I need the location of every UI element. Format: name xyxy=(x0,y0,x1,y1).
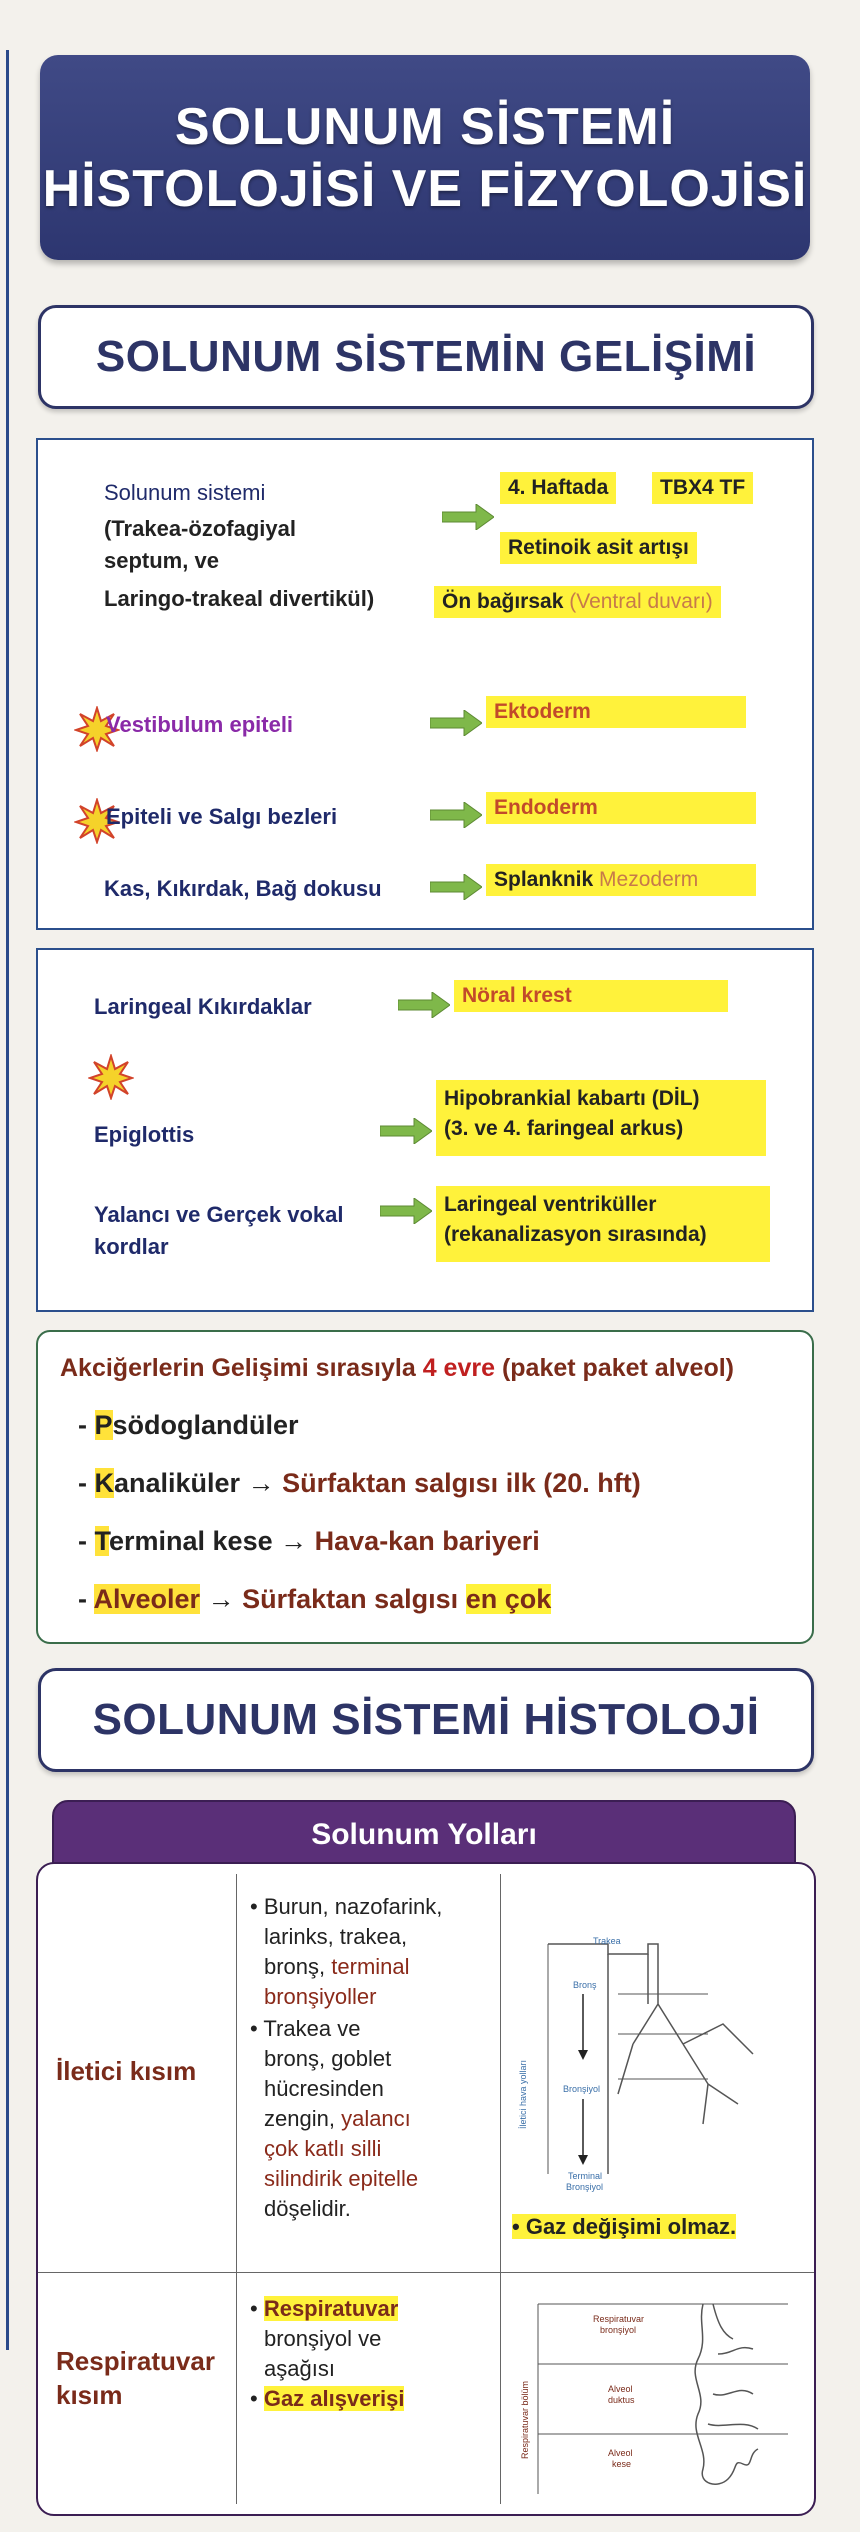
divider xyxy=(38,2272,814,2273)
splanknik-text: Splanknik xyxy=(494,868,594,891)
yalanci-text: yalancı xyxy=(341,2106,411,2131)
section-header-histology xyxy=(38,1668,814,1772)
arrow-icon xyxy=(398,992,450,1018)
diagram-alv-2: duktus xyxy=(608,2395,635,2405)
stage-result: Hava-kan bariyeri xyxy=(314,1526,540,1556)
note-bullet xyxy=(512,2214,736,2239)
stage-name: analiküler xyxy=(114,1468,241,1498)
hipobrankial-highlight xyxy=(436,1080,766,1156)
conducting-bullet-1 xyxy=(250,1892,496,2012)
airways-header-text: Solunum Yolları xyxy=(311,1818,537,1851)
noral-highlight xyxy=(454,980,728,1012)
lung-development-box xyxy=(36,1330,814,1644)
ventr-line-1: Laringeal ventriküller xyxy=(444,1193,657,1216)
hipo-line-1: Hipobrankial kabartı (DİL) xyxy=(444,1087,700,1110)
lung-heading xyxy=(60,1354,734,1383)
onbagirsak-text: Ön bağırsak xyxy=(442,590,564,613)
stage-result: Sürfaktan salgısı xyxy=(242,1584,459,1614)
bullet: • xyxy=(250,1894,258,1919)
epitel-label: Epiteli ve Salgı bezleri xyxy=(106,804,338,829)
cell-line: bronş, goblet xyxy=(264,2046,392,2071)
stage-dash: - xyxy=(78,1468,95,1498)
star-icon xyxy=(88,1054,134,1100)
divider xyxy=(500,1874,501,2504)
cell-line: silindirik epitelle xyxy=(264,2166,419,2191)
cell-line: zengin, xyxy=(264,2106,335,2131)
laryngeal-box xyxy=(36,948,814,1312)
stage-name: erminal kese xyxy=(109,1526,273,1556)
edge-line xyxy=(6,50,9,2350)
arrow-icon xyxy=(430,802,482,828)
diagram-side-label: İletici hava yolları xyxy=(518,2059,528,2129)
vestibulum-label: Vestibulum epiteli xyxy=(106,712,294,737)
kikirdak-label: Laringeal Kıkırdaklar xyxy=(94,994,312,1019)
diagram-bronsiyol: Bronşiyol xyxy=(563,2084,601,2094)
stage-cap: P xyxy=(94,1410,113,1440)
week-highlight: 4. Haftada xyxy=(500,472,616,504)
stage-arrow: → xyxy=(247,1468,275,1498)
conducting-label: İletici kısım xyxy=(56,2056,197,2086)
cell-line: larinks, trakea, xyxy=(264,1924,408,1949)
airways-table xyxy=(36,1862,816,2516)
arrow-icon xyxy=(380,1198,432,1224)
onbagirsak-highlight xyxy=(434,586,721,618)
respiratory-label-1: Respiratuvar xyxy=(56,2346,215,2376)
respiratory-bullets xyxy=(250,2294,496,2414)
diagram-brons: Bronş xyxy=(573,1980,597,1990)
ektoderm-highlight xyxy=(486,696,746,728)
section-title: SOLUNUM SİSTEMİ HİSTOLOJİ xyxy=(92,1695,760,1744)
bullet: • xyxy=(512,2214,520,2239)
diagram-kese-1: Alveol xyxy=(608,2448,633,2458)
lung-heading-b: 4 evre xyxy=(422,1354,495,1382)
cell-line: çok katlı silli xyxy=(264,2136,382,2161)
diagram-resp-2: bronşiyol xyxy=(600,2325,637,2335)
cell-line: bronş, xyxy=(264,1954,326,1979)
section-title: SOLUNUM SİSTEMİN GELİŞİMİ xyxy=(95,332,757,381)
stage-cap: Alveoler xyxy=(93,1584,201,1614)
section-header-development xyxy=(38,305,814,409)
stage-cap: K xyxy=(94,1468,114,1498)
stage-extra: en çok xyxy=(465,1584,552,1614)
conducting-note xyxy=(512,2212,736,2242)
ventral-text: (Ventral duvarı) xyxy=(569,590,713,613)
vokal-label-2: kordlar xyxy=(94,1234,169,1259)
arrow-icon xyxy=(380,1118,432,1144)
lung-heading-c: (paket paket alveol) xyxy=(501,1354,734,1382)
stage-dash: - xyxy=(78,1584,94,1614)
gaz-alisverisi-text: Gaz alışverişi xyxy=(263,2386,405,2411)
development-box xyxy=(36,438,814,930)
cell-line: hücresinden xyxy=(264,2076,384,2101)
mezoderm-highlight xyxy=(486,864,756,896)
hipo-line-2: (3. ve 4. faringeal arkus) xyxy=(444,1117,684,1140)
respiratory-label xyxy=(56,2344,215,2412)
epiglottis-label: Epiglottis xyxy=(94,1122,195,1147)
retinoik-highlight: Retinoik asit artışı xyxy=(500,532,697,564)
kas-label: Kas, Kıkırdak, Bağ dokusu xyxy=(104,876,382,901)
bullet: • xyxy=(250,2386,258,2411)
diagram-side-label: Respiratuvar bölüm xyxy=(520,2380,530,2459)
ektoderm-text: Ektoderm xyxy=(494,700,591,723)
diagram-terminal: Terminal xyxy=(568,2171,603,2181)
stage-4 xyxy=(78,1584,551,1615)
bullet: • xyxy=(250,2016,258,2041)
vokal-label-1: Yalancı ve Gerçek vokal xyxy=(94,1202,344,1227)
arrow-icon xyxy=(430,710,482,736)
cell-line: bronşiyol ve xyxy=(264,2326,382,2351)
divertikul-label: Laringo-trakeal divertikül) xyxy=(104,586,375,611)
stage-name: södoglandüler xyxy=(112,1410,299,1440)
ventr-line-2: (rekanalizasyon sırasında) xyxy=(444,1223,707,1246)
diagram-trakea: Trakea xyxy=(593,1936,621,1946)
tf-highlight: TBX4 TF xyxy=(652,472,753,504)
lung-heading-a: Akciğerlerin Gelişimi sırasıyla xyxy=(60,1354,416,1382)
stage-dash: - xyxy=(78,1410,95,1440)
bullet: • xyxy=(250,2296,258,2321)
stage-3 xyxy=(78,1526,540,1557)
ventrikul-highlight xyxy=(436,1186,770,1262)
terminal-text: terminal xyxy=(331,1954,410,1979)
respiratuvar-text: Respiratuvar xyxy=(263,2296,399,2321)
stage-extra: ilk (20. hft) xyxy=(505,1468,641,1498)
septum-label-1: (Trakea-özofagiyal xyxy=(104,516,296,541)
endoderm-highlight xyxy=(486,792,756,824)
cell-line: döşelidir. xyxy=(264,2196,351,2221)
respiratory-label-2: kısım xyxy=(56,2380,123,2410)
conducting-diagram xyxy=(508,1914,808,2214)
noral-text: Nöral krest xyxy=(462,984,572,1007)
diagram-alv-1: Alveol xyxy=(608,2384,633,2394)
airways-header xyxy=(52,1800,796,1870)
title-line-2: HİSTOLOJİSİ VE FİZYOLOJİSİ xyxy=(42,159,808,218)
cell-line: Trakea ve xyxy=(263,2016,361,2041)
stage-1 xyxy=(78,1410,299,1441)
cell-line: Burun, nazofarink, xyxy=(263,1894,443,1919)
stage-arrow: → xyxy=(280,1526,308,1556)
diagram-kese-2: kese xyxy=(612,2459,632,2469)
diagram-resp-1: Respiratuvar xyxy=(593,2314,645,2324)
respiratory-diagram xyxy=(508,2284,808,2504)
stage-2 xyxy=(78,1468,641,1499)
cell-line: aşağısı xyxy=(264,2356,335,2381)
title-line-1: SOLUNUM SİSTEMİ xyxy=(174,97,676,156)
stage-arrow: → xyxy=(207,1584,235,1614)
title-banner xyxy=(40,55,810,260)
stage-dash: - xyxy=(78,1526,95,1556)
note-text: Gaz değişimi olmaz. xyxy=(525,2214,737,2239)
endoderm-text: Endoderm xyxy=(494,796,598,819)
septum-label-2: septum, ve xyxy=(104,548,219,573)
conducting-bullet-2 xyxy=(250,2014,496,2224)
bronsiyol-text: bronşiyoller xyxy=(264,1984,377,2009)
arrow-icon xyxy=(430,874,482,900)
diagram-terminal-2: Bronşiyol xyxy=(566,2182,604,2192)
stage-cap: T xyxy=(94,1526,109,1556)
mezoderm-text: Mezoderm xyxy=(599,868,699,891)
system-label: Solunum sistemi xyxy=(104,480,266,505)
arrow-icon xyxy=(442,504,494,530)
divider xyxy=(236,1874,237,2504)
stage-result: Sürfaktan salgısı xyxy=(282,1468,499,1498)
